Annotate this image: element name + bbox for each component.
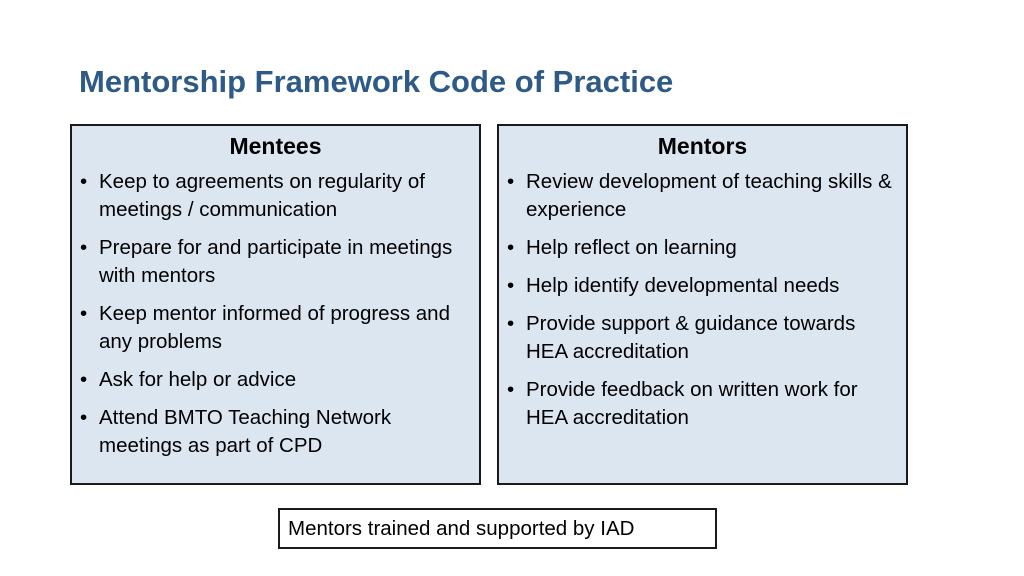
mentees-list (72, 168, 479, 460)
mentors-list-item: • Help identify developmental needs (526, 272, 898, 300)
mentors-panel (497, 124, 908, 485)
mentees-list-item: • Keep mentor informed of progress and any problems (99, 300, 471, 356)
mentors-list-item: • Provide feedback on written work for HEA accreditation (526, 376, 898, 432)
footer-note: Mentors trained and supported by IAD (278, 508, 717, 549)
mentees-heading: Mentees (229, 133, 322, 159)
mentees-list-item: • Attend BMTO Teaching Network meetings as part of CPD (99, 404, 471, 460)
mentors-list-item: • Review development of teaching skills & experience (526, 168, 898, 224)
mentees-list-item: • Ask for help or advice (99, 366, 471, 394)
mentors-heading: Mentors (657, 133, 748, 159)
mentors-list (499, 168, 906, 432)
page-title: Mentorship Framework Code of Practice (79, 64, 674, 99)
mentors-list-item: • Provide support & guidance towards HEA accreditation (526, 310, 898, 366)
mentees-list-item: • Prepare for and participate in meetings with mentors (99, 234, 471, 290)
mentees-panel (70, 124, 481, 485)
mentees-list-item: • Keep to agreements on regularity of meetings / communication (99, 168, 471, 224)
mentors-list-item: • Help reflect on learning (526, 234, 898, 262)
